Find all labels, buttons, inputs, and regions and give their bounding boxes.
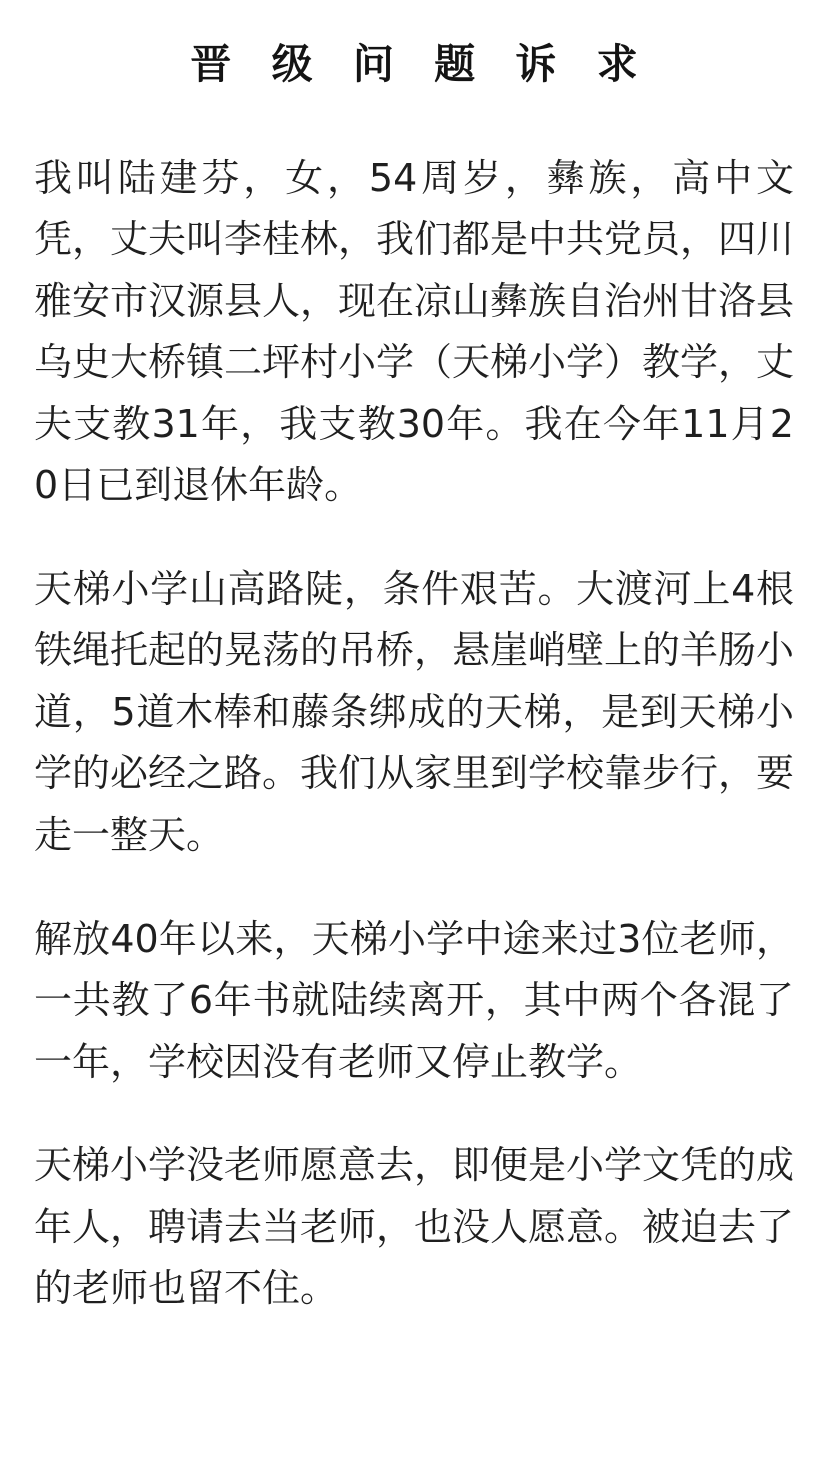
paragraph: 天梯小学山高路陡，条件艰苦。大渡河上4根铁绳托起的晃荡的吊桥，悬崖峭壁上的羊肠小道，5道木棒和藤条绑成的天梯，是到天梯小学的必经之路。我们从家里到学校靠步行，要走一整天。 [34,566,795,857]
document-body [34,148,794,1320]
paragraph: 我叫陆建芬，女，54周岁，彝族，高中文凭，丈夫叫李桂林，我们都是中共党员，四川雅安市汉源县人，现在凉山彝族自治州甘洛县乌史大桥镇二坪村小学（天梯小学）教学，丈夫支教31年，我支教30年。我在今年11月20日已到退休年龄。 [34,155,795,508]
paragraph: 天梯小学没老师愿意去，即便是小学文凭的成年人，聘请去当老师，也没人愿意。被迫去了的老师也留不住。 [34,1143,795,1311]
paragraph: 解放40年以来，天梯小学中途来过3位老师，一共教了6年书就陆续离开，其中两个各混了一年，学校因没有老师又停止教学。 [34,916,794,1084]
page-title: 晋 级 问 题 诉 求 [190,40,651,88]
